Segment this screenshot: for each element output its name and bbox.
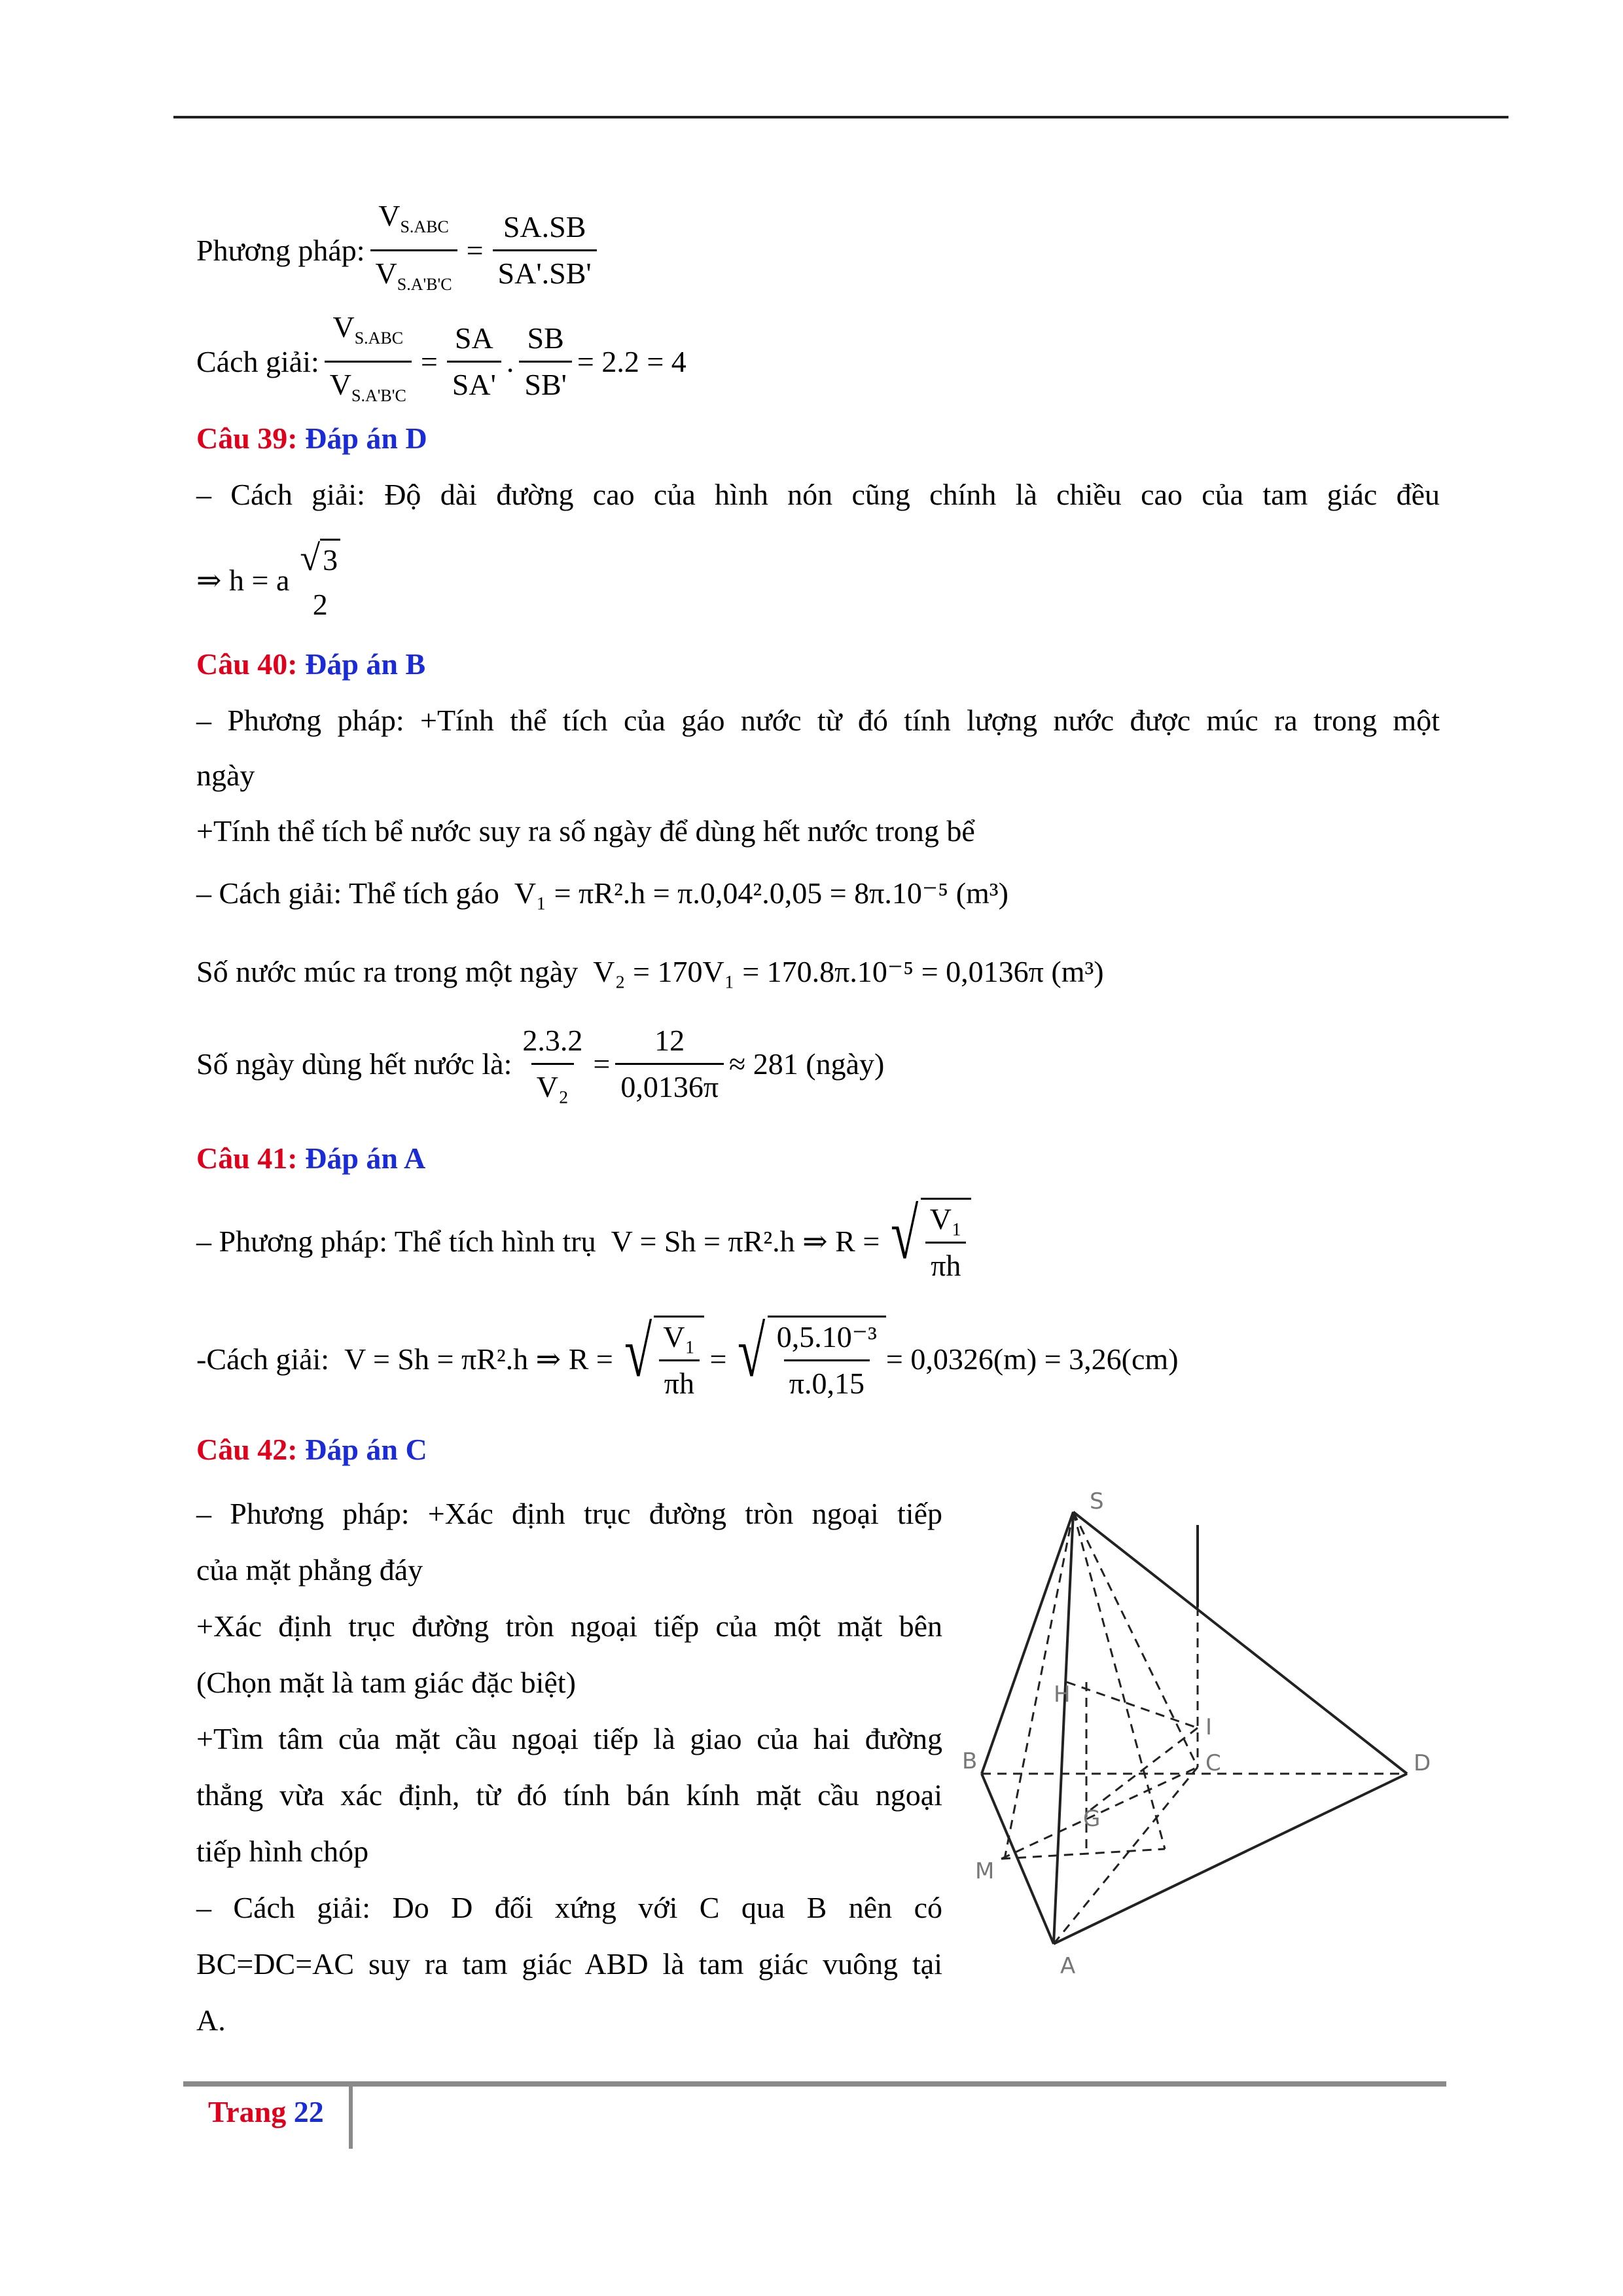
q42-text (196, 1486, 942, 2049)
label-D: D (1414, 1750, 1431, 1776)
q42-line: +Xác định trục đường tròn ngoại tiếp của một mặt bên (196, 1609, 942, 1643)
q42-heading: Câu 42: Đáp án C (196, 1433, 427, 1466)
q40-method-2: ngày (196, 759, 255, 792)
label-M: M (975, 1858, 995, 1884)
q40-water: Số nước múc ra trong một ngày V₂ = 170V₁ = 170.8π.10⁻⁵ = 0,0136π (m³) (196, 955, 1104, 988)
label-G: G (1083, 1806, 1101, 1832)
label-A: A (1060, 1953, 1076, 1979)
q42-line: (Chọn mặt là tam giác đặc biệt) (196, 1666, 576, 1699)
sa-sb-ratio: $\frac{SA.SB}{SA'.SB'}$ (493, 207, 597, 293)
volume-ratio: $\frac{V_{S.ABC}}{V_{S.A'B'C}}$ (370, 196, 457, 304)
label-B: B (962, 1748, 978, 1774)
footer-divider (349, 2087, 353, 2149)
q42-line: của mặt phẳng đáy (196, 1553, 423, 1587)
q38-solution: Cách giải: $\frac{V_{S.ABC}}{V_{S.A'B'C}}$ = $\frac{SA}{SA'}$ . $\frac{SB}{SB'}$ = 2.2 = 4 (196, 308, 687, 416)
label-S: S (1090, 1488, 1104, 1515)
label-C: C (1205, 1750, 1221, 1776)
q40-days: Số ngày dùng hết nước là: $\frac{2.3.2}{\text{V₂}}$ = $\frac{12}{0,0136\pi}$ ≈ 281 (ngày) (196, 1021, 884, 1107)
q39-formula: ⇒ h = a √ 3 2 (196, 537, 351, 624)
q41-solution: -Cách giải: V = Sh = πR².h ⇒ R = √ $\frac{\text{V₁}}{\pi h}$ = √ $\frac{\text{0,5.10⁻³}}{\pi.0,15}$ = 0,0326(m) = 3,26(cm) (196, 1316, 1179, 1403)
q40-solution: – Cách giải: Thể tích gáo V₁ = πR².h = π.0,04².0,05 = 8π.10⁻⁵ (m³) (196, 876, 1008, 910)
q42-line: tiếp hình chóp (196, 1835, 369, 1868)
label-I: I (1205, 1714, 1213, 1740)
q41-heading: Câu 41: Đáp án A (196, 1141, 426, 1175)
q42-line: A. (196, 2003, 226, 2037)
footer-rule (183, 2081, 1446, 2087)
q41-method: – Phương pháp: Thể tích hình trụ V = Sh = πR².h ⇒ R = √ $\frac{\text{V₁}}{\pi h}$ (196, 1198, 971, 1285)
q39-heading: Câu 39: Đáp án D (196, 422, 427, 455)
q40-method-1: – Phương pháp: +Tính thể tích của gáo nước từ đó tính lượng nước được múc ra trong một (196, 704, 1440, 737)
header-rule (173, 116, 1508, 118)
page-number: Trang 22 (208, 2095, 324, 2128)
q42-line: – Cách giải: Do D đối xứng với C qua B nên có (196, 1891, 942, 1924)
q42-line: +Tìm tâm của mặt cầu ngoại tiếp là giao của hai đường (196, 1722, 942, 1755)
q42-line: thẳng vừa xác định, từ đó tính bán kính mặt cầu ngoại (196, 1778, 942, 1812)
pyramid-figure (962, 1486, 1459, 1990)
q39-text: – Cách giải: Độ dài đường cao của hình nón cũng chính là chiều cao của tam giác đều (196, 478, 1440, 511)
q42-line: BC=DC=AC suy ra tam giác ABD là tam giác vuông tại (196, 1947, 942, 1981)
q38-method: Phương pháp: $\frac{V_{S.ABC}}{V_{S.A'B'C}}$ = $\frac{SA.SB}{SA'.SB'}$ (196, 196, 602, 304)
q42-line: – Phương pháp: +Xác định trục đường tròn ngoại tiếp (196, 1497, 942, 1530)
q40-method-3: +Tính thể tích bể nước suy ra số ngày để dùng hết nước trong bể (196, 814, 975, 848)
q40-heading: Câu 40: Đáp án B (196, 647, 426, 681)
label-H: H (1054, 1681, 1071, 1708)
